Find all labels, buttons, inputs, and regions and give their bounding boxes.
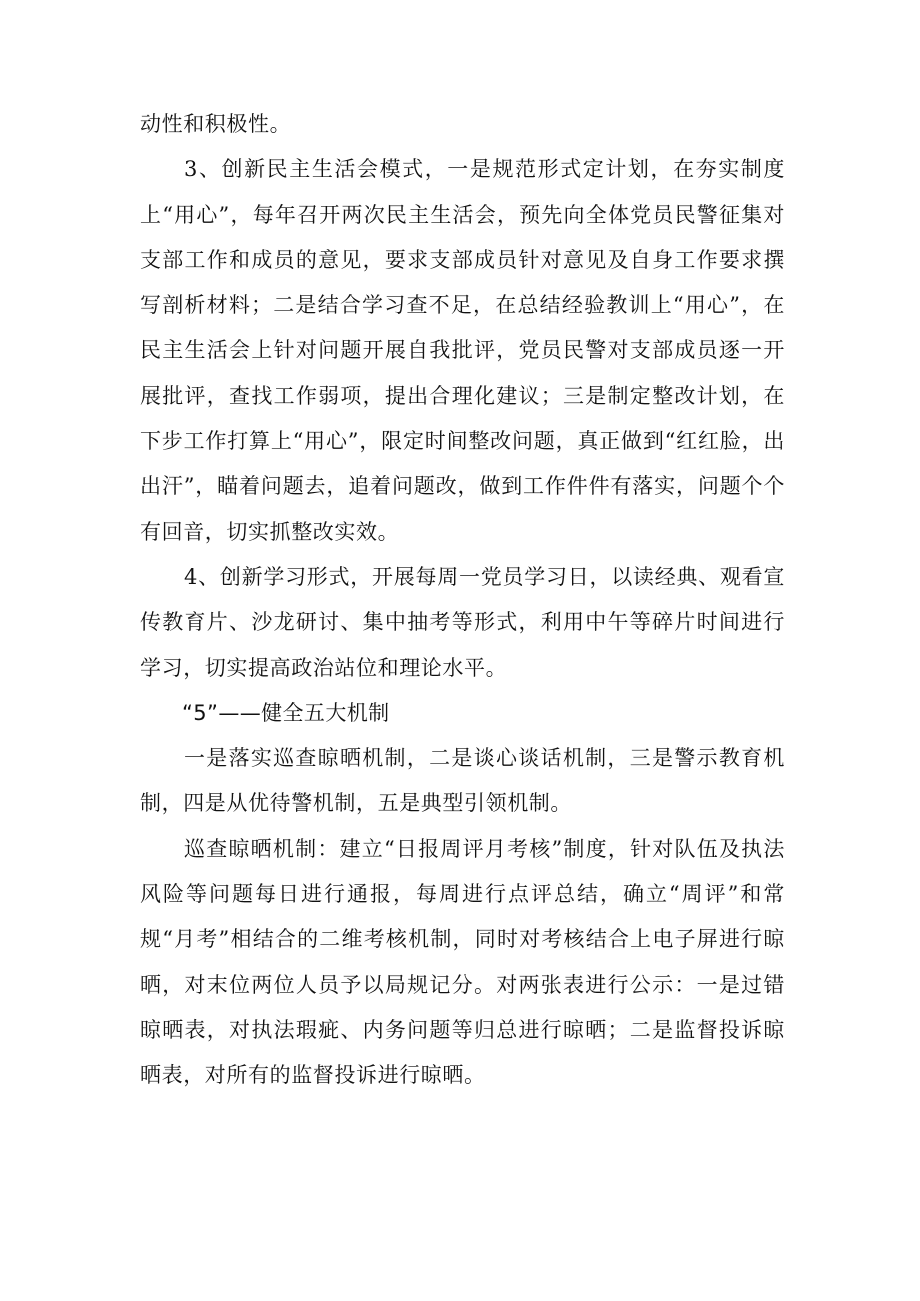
paragraph-continuation: 动性和积极性。 (140, 112, 292, 136)
paragraph-inspection-mechanism: 巡查晾晒机制：建立“日报周评月考核”制度，针对队伍及执法风险等问题每日进行通报，每周进行点评总结，确立“周评”和常规“月考”相结合的二维考核机制，同时对考核结合上电子屏进行晾晒，对末位两位人员予以局规记分。对两张表进行公示：一是过错晾晒表，对执法瑕疵、内务问题等归总进行晾晒；二是监督投诉晾晒表，对所有的监督投诉进行晾晒。 (140, 836, 785, 1088)
document-body (140, 102, 785, 1099)
paragraph-mechanisms-list: 一是落实巡查晾晒机制，二是谈心谈话机制，三是警示教育机制，四是从优待警机制，五是典型引领机制。 (140, 746, 785, 816)
paragraph-item-4: 4、创新学习形式，开展每周一党员学习日，以读经典、观看宣传教育片、沙龙研讨、集中抽考等形式，利用中午等碎片时间进行学习，切实提高政治站位和理论水平。 (140, 564, 785, 680)
section-heading: “5”——健全五大机制 (182, 700, 390, 725)
paragraph-item-3: 3、创新民主生活会模式，一是规范形式定计划，在夯实制度上“用心”，每年召开两次民主生活会，预先向全体党员民警征集对支部工作和成员的意见，要求支部成员针对意见及自身工作要求撰写剖析材料；二是结合学习查不足，在总结经验教训上“用心”，在民主生活会上针对问题开展自我批评，党员民警对支部成员逐一开展批评，查找工作弱项，提出合理化建议；三是制定整改计划，在下步工作打算上“用心”，限定时间整改问题，真正做到“红红脸，出出汗”，瞄着问题去，追着问题改，做到工作件件有落实，问题个个有回音，切实抓整改实效。 (140, 157, 785, 544)
